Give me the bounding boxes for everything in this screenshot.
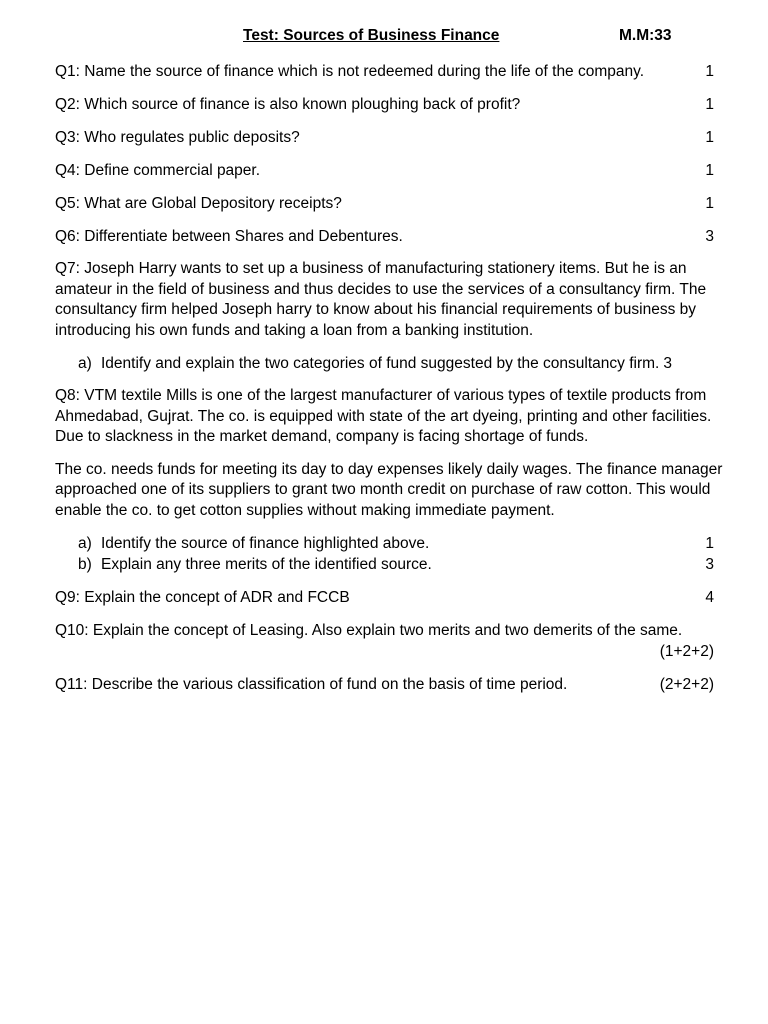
question-4 xyxy=(55,160,730,181)
question-marks: 1 xyxy=(705,129,714,146)
question-text: Q3: Who regulates public deposits? xyxy=(55,129,300,146)
subpart-text: Identify the source of finance highlighted above. xyxy=(101,535,430,552)
question-text: Q2: Which source of finance is also known ploughing back of profit? xyxy=(55,96,521,113)
question-7-text: Q7: Joseph Harry wants to set up a business of manufacturing stationery items. But he is an amateur in the field of business and thus decides to use the services of a consultancy firm. The consultancy firm helped Joseph harry to know about his financial requirements of business by introducing his own funds and taking a loan from a banking institution. xyxy=(55,260,707,339)
question-1 xyxy=(55,61,730,82)
question-marks: 3 xyxy=(705,228,714,245)
question-list xyxy=(55,61,730,707)
max-marks: M.M:33 xyxy=(619,27,672,44)
subpart-marks: 3 xyxy=(705,556,714,573)
question-marks: 1 xyxy=(705,162,714,179)
test-title: Test: Sources of Business Finance xyxy=(243,27,500,44)
subpart-marker: a) xyxy=(78,535,92,552)
question-text: Q10: Explain the concept of Leasing. Also explain two merits and two demerits of the same. xyxy=(55,622,683,639)
question-6 xyxy=(55,226,730,247)
subpart-text: Identify and explain the two categories of fund suggested by the consultancy firm. xyxy=(101,355,660,372)
question-marks: 4 xyxy=(705,589,714,606)
question-8a xyxy=(55,533,730,554)
subpart-marks: 3 xyxy=(663,355,672,372)
question-10 xyxy=(55,620,730,662)
question-2 xyxy=(55,94,730,115)
question-text: Q5: What are Global Depository receipts? xyxy=(55,195,342,212)
question-8-scenario: The co. needs funds for meeting its day to day expenses likely daily wages. The finance manager approached one of its suppliers to grant two month credit on purchase of raw cotton. This would enable the co. to get cotton supplies without making immediate payment. xyxy=(55,460,723,519)
question-7-subparts xyxy=(55,353,730,374)
question-7a xyxy=(55,353,730,374)
question-9 xyxy=(55,587,730,608)
question-marks: (2+2+2) xyxy=(659,676,714,693)
header xyxy=(0,27,768,47)
question-text: Q6: Differentiate between Shares and Debentures. xyxy=(55,228,403,245)
question-text: Q9: Explain the concept of ADR and FCCB xyxy=(55,589,350,606)
subpart-marker: a) xyxy=(78,355,92,372)
subpart-text: Explain any three merits of the identified source. xyxy=(101,556,432,573)
question-5 xyxy=(55,193,730,214)
question-8-text: Q8: VTM textile Mills is one of the largest manufacturer of various types of textile products from Ahmedabad, Gujrat. The co. is equipped with state of the art dyeing, printing and other facilities. Due to slackness in the market demand, company is facing shortage of funds. xyxy=(55,387,712,445)
subpart-marks: 1 xyxy=(705,535,714,552)
question-text: Q1: Name the source of finance which is not redeemed during the life of the company. xyxy=(55,63,645,80)
question-marks: 1 xyxy=(705,63,714,80)
question-11 xyxy=(55,674,730,695)
subpart-marker: b) xyxy=(78,556,92,573)
question-marks: 1 xyxy=(705,195,714,212)
question-8b xyxy=(55,554,730,575)
question-3 xyxy=(55,127,730,148)
question-marks: (1+2+2) xyxy=(659,643,714,660)
question-marks: 1 xyxy=(705,96,714,113)
question-text: Q4: Define commercial paper. xyxy=(55,162,261,179)
question-text: Q11: Describe the various classification of fund on the basis of time period. xyxy=(55,676,568,693)
question-8-subparts xyxy=(55,533,730,575)
